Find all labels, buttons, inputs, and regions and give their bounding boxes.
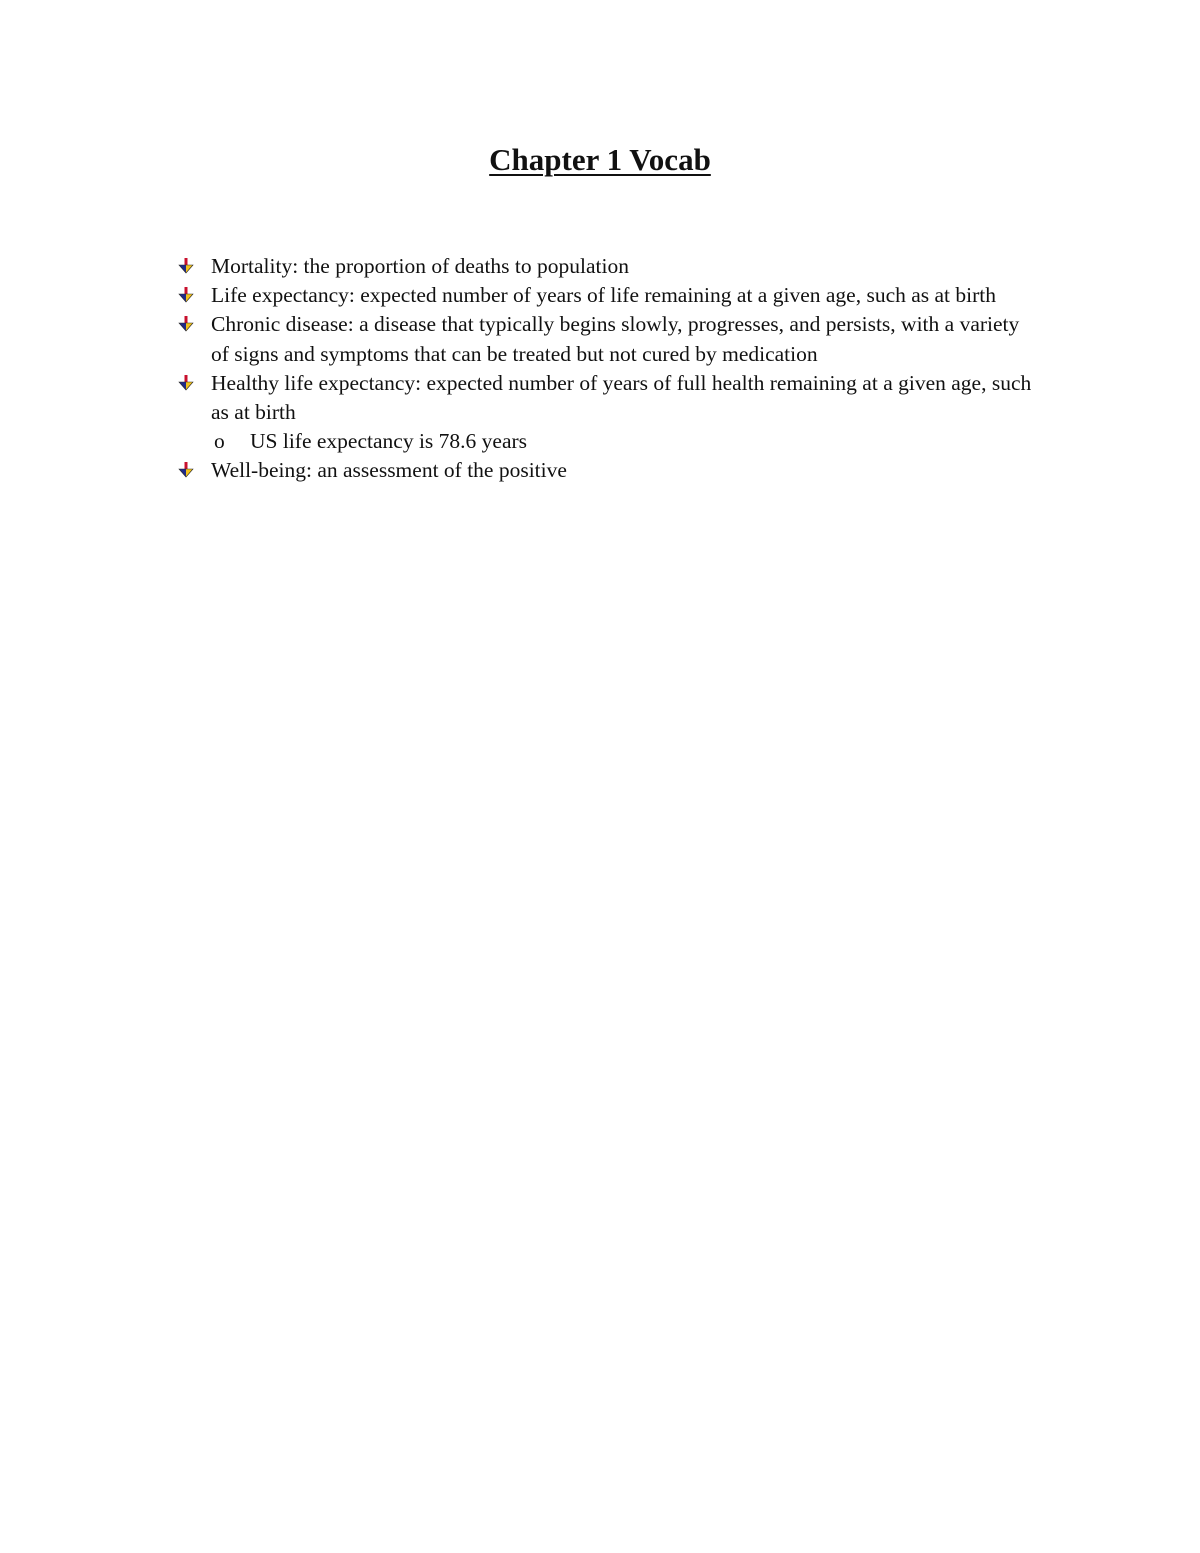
list-item-text: Life expectancy: expected number of years of life remaining at a given age, such as at birth <box>211 283 997 308</box>
down-arrow-icon <box>178 287 194 303</box>
down-arrow-icon <box>178 316 194 332</box>
list-item <box>178 281 1038 310</box>
sub-list-item-text: US life expectancy is 78.6 years <box>250 429 528 454</box>
sub-list-item <box>178 427 1038 456</box>
list-item <box>178 456 1038 485</box>
list-item-text: Chronic disease: a disease that typically begins slowly, progresses, and persists, with a variety of signs and symptoms that can be treated but not cured by medication <box>211 312 1020 366</box>
page-title-text: Chapter 1 Vocab <box>489 142 711 177</box>
vocab-list <box>178 252 1038 486</box>
down-arrow-icon <box>178 258 194 274</box>
sub-list <box>211 427 1038 456</box>
page-title <box>0 140 1200 180</box>
list-item <box>178 310 1038 368</box>
list-item-text: Healthy life expectancy: expected number of years of full health remaining at a given age, such as at birth <box>211 370 1032 425</box>
down-arrow-icon <box>178 375 194 391</box>
down-arrow-icon <box>178 462 194 478</box>
list-item-text: Mortality: the proportion of deaths to population <box>211 254 629 278</box>
list-item <box>178 252 1038 281</box>
list-item <box>178 369 1038 457</box>
sub-list-marker: o <box>214 429 225 454</box>
list-item-text: Well-being: an assessment of the positive <box>211 458 567 483</box>
